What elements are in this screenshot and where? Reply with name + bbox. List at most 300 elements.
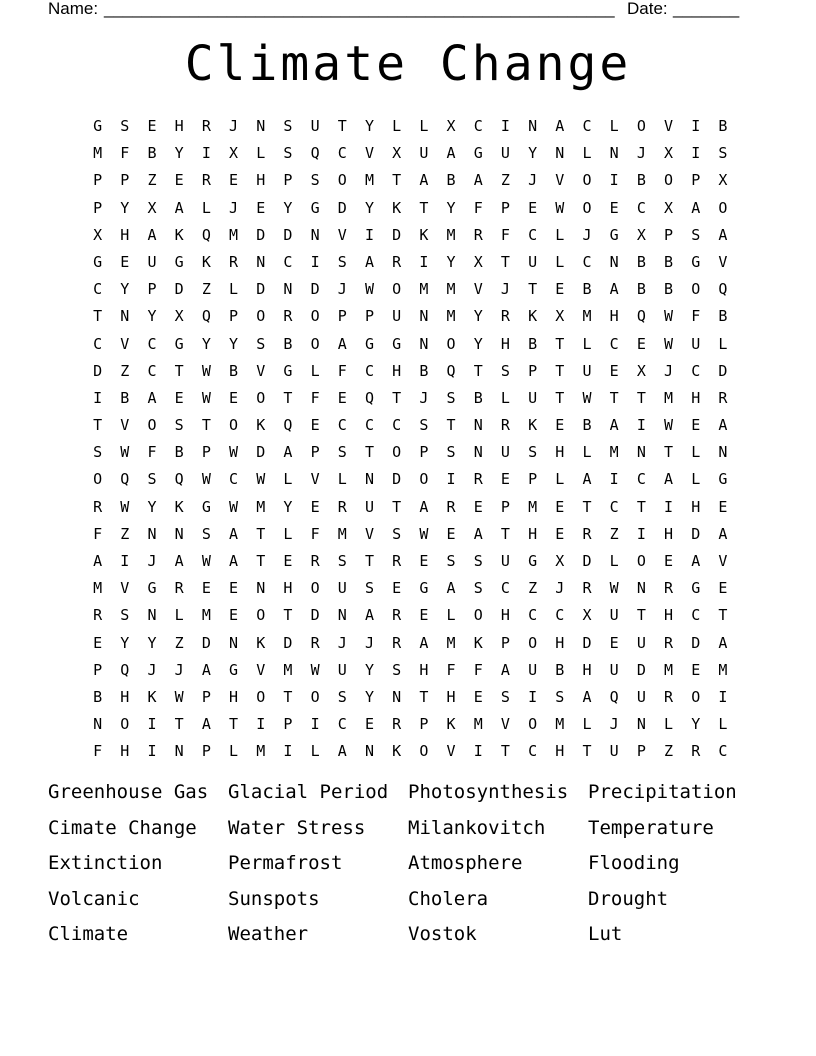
grid-letter[interactable]: T	[256, 524, 266, 543]
grid-letter[interactable]: A	[718, 416, 728, 435]
grid-letter[interactable]: D	[310, 280, 320, 299]
grid-letter[interactable]: F	[500, 225, 510, 244]
grid-letter[interactable]: Y	[201, 334, 211, 353]
grid-letter[interactable]: S	[93, 443, 103, 462]
grid-letter[interactable]: Q	[283, 416, 293, 435]
grid-letter[interactable]: J	[528, 171, 538, 190]
grid-letter[interactable]: A	[500, 660, 510, 679]
grid-letter[interactable]: I	[636, 524, 646, 543]
grid-letter[interactable]: E	[609, 361, 619, 380]
grid-letter[interactable]: F	[93, 742, 103, 761]
grid-letter[interactable]: P	[364, 307, 374, 326]
grid-letter[interactable]: C	[229, 470, 239, 489]
grid-letter[interactable]: A	[337, 334, 347, 353]
grid-letter[interactable]: Y	[147, 307, 157, 326]
grid-letter[interactable]: H	[174, 117, 184, 135]
grid-letter[interactable]: A	[446, 144, 456, 163]
grid-letter[interactable]: T	[500, 524, 510, 543]
grid-letter[interactable]: B	[664, 280, 674, 299]
grid-letter[interactable]: A	[718, 225, 728, 244]
grid-letter[interactable]: C	[691, 361, 701, 380]
grid-letter[interactable]: A	[201, 715, 211, 734]
grid-letter[interactable]: N	[174, 524, 184, 543]
grid-letter[interactable]: T	[93, 307, 103, 326]
grid-letter[interactable]: J	[419, 388, 429, 407]
grid-letter[interactable]: V	[664, 117, 674, 135]
grid-letter[interactable]: N	[636, 443, 646, 462]
grid-letter[interactable]: G	[473, 144, 483, 163]
grid-letter[interactable]: O	[392, 443, 402, 462]
grid-letter[interactable]: S	[337, 252, 347, 271]
grid-letter[interactable]: R	[201, 117, 211, 135]
grid-letter[interactable]: M	[93, 579, 103, 598]
grid-letter[interactable]: B	[283, 334, 293, 353]
grid-letter[interactable]: A	[201, 660, 211, 679]
grid-letter[interactable]: E	[256, 198, 266, 217]
grid-letter[interactable]: X	[446, 117, 456, 135]
grid-letter[interactable]: M	[93, 144, 103, 163]
grid-letter[interactable]: U	[500, 443, 510, 462]
grid-letter[interactable]: Y	[120, 280, 130, 299]
grid-letter[interactable]: U	[528, 660, 538, 679]
grid-letter[interactable]: D	[636, 660, 646, 679]
grid-letter[interactable]: C	[364, 361, 374, 380]
grid-letter[interactable]: D	[718, 361, 728, 380]
grid-letter[interactable]: E	[229, 579, 239, 598]
grid-letter[interactable]: R	[392, 252, 402, 271]
grid-letter[interactable]: Y	[364, 687, 374, 706]
grid-letter[interactable]: E	[174, 388, 184, 407]
grid-letter[interactable]: B	[555, 660, 565, 679]
grid-letter[interactable]: L	[718, 715, 728, 734]
grid-letter[interactable]: I	[473, 742, 483, 761]
grid-letter[interactable]: C	[555, 606, 565, 625]
grid-letter[interactable]: W	[120, 443, 130, 462]
grid-letter[interactable]: A	[174, 198, 184, 217]
grid-letter[interactable]: L	[609, 117, 619, 135]
grid-letter[interactable]: V	[120, 579, 130, 598]
grid-letter[interactable]: P	[93, 171, 103, 190]
grid-letter[interactable]: P	[283, 171, 293, 190]
grid-letter[interactable]: H	[555, 633, 565, 652]
grid-letter[interactable]: N	[364, 470, 374, 489]
grid-letter[interactable]: V	[310, 470, 320, 489]
grid-letter[interactable]: E	[718, 579, 728, 598]
grid-letter[interactable]: T	[664, 443, 674, 462]
grid-letter[interactable]: H	[256, 171, 266, 190]
grid-letter[interactable]: W	[364, 280, 374, 299]
grid-letter[interactable]: U	[636, 687, 646, 706]
grid-letter[interactable]: M	[229, 225, 239, 244]
grid-letter[interactable]: L	[310, 361, 320, 380]
grid-letter[interactable]: E	[120, 252, 130, 271]
grid-letter[interactable]: T	[528, 280, 538, 299]
grid-letter[interactable]: O	[256, 307, 266, 326]
grid-letter[interactable]: S	[446, 388, 456, 407]
grid-letter[interactable]: C	[528, 225, 538, 244]
grid-letter[interactable]: G	[174, 252, 184, 271]
grid-letter[interactable]: S	[201, 524, 211, 543]
grid-letter[interactable]: E	[473, 687, 483, 706]
grid-letter[interactable]: Q	[174, 470, 184, 489]
grid-letter[interactable]: T	[419, 198, 429, 217]
grid-letter[interactable]: I	[500, 117, 510, 135]
grid-letter[interactable]: O	[528, 715, 538, 734]
grid-letter[interactable]: R	[337, 497, 347, 516]
grid-letter[interactable]: D	[93, 361, 103, 380]
grid-letter[interactable]: J	[664, 361, 674, 380]
grid-letter[interactable]: N	[419, 334, 429, 353]
grid-letter[interactable]: X	[636, 361, 646, 380]
grid-letter[interactable]: Q	[201, 307, 211, 326]
grid-letter[interactable]: N	[718, 443, 728, 462]
grid-letter[interactable]: E	[310, 497, 320, 516]
grid-letter[interactable]: P	[528, 361, 538, 380]
grid-letter[interactable]: O	[229, 416, 239, 435]
grid-letter[interactable]: L	[500, 388, 510, 407]
grid-letter[interactable]: R	[174, 579, 184, 598]
grid-letter[interactable]: I	[120, 552, 130, 570]
grid-letter[interactable]: H	[120, 687, 130, 706]
grid-letter[interactable]: D	[283, 633, 293, 652]
grid-letter[interactable]: Y	[528, 144, 538, 163]
grid-letter[interactable]: S	[473, 579, 483, 598]
grid-letter[interactable]: O	[256, 606, 266, 625]
grid-letter[interactable]: B	[718, 307, 728, 326]
grid-letter[interactable]: L	[609, 552, 619, 570]
grid-letter[interactable]: J	[229, 198, 239, 217]
grid-letter[interactable]: V	[446, 742, 456, 761]
grid-letter[interactable]: H	[120, 225, 130, 244]
grid-letter[interactable]: N	[392, 687, 402, 706]
grid-letter[interactable]: L	[310, 742, 320, 761]
grid-letter[interactable]: E	[201, 579, 211, 598]
grid-letter[interactable]: O	[528, 633, 538, 652]
grid-letter[interactable]: J	[337, 633, 347, 652]
grid-letter[interactable]: E	[609, 633, 619, 652]
grid-letter[interactable]: P	[419, 443, 429, 462]
grid-letter[interactable]: E	[555, 416, 565, 435]
grid-letter[interactable]: I	[256, 715, 266, 734]
grid-letter[interactable]: R	[93, 606, 103, 625]
grid-letter[interactable]: N	[256, 579, 266, 598]
grid-letter[interactable]: S	[283, 144, 293, 163]
grid-letter[interactable]: E	[392, 579, 402, 598]
grid-letter[interactable]: J	[636, 144, 646, 163]
grid-letter[interactable]: D	[174, 280, 184, 299]
grid-letter[interactable]: H	[555, 443, 565, 462]
grid-letter[interactable]: I	[609, 171, 619, 190]
grid-letter[interactable]: U	[528, 388, 538, 407]
grid-letter[interactable]: B	[636, 280, 646, 299]
grid-letter[interactable]: G	[93, 117, 103, 135]
grid-letter[interactable]: E	[691, 416, 701, 435]
grid-letter[interactable]: B	[229, 361, 239, 380]
grid-letter[interactable]: C	[147, 361, 157, 380]
grid-letter[interactable]: S	[120, 117, 130, 135]
grid-letter[interactable]: Z	[201, 280, 211, 299]
grid-letter[interactable]: Y	[147, 633, 157, 652]
grid-letter[interactable]: Y	[364, 198, 374, 217]
grid-letter[interactable]: Q	[609, 687, 619, 706]
grid-letter[interactable]: X	[636, 225, 646, 244]
grid-letter[interactable]: Z	[500, 171, 510, 190]
grid-letter[interactable]: L	[283, 524, 293, 543]
grid-letter[interactable]: E	[229, 606, 239, 625]
grid-letter[interactable]: W	[310, 660, 320, 679]
grid-letter[interactable]: A	[419, 497, 429, 516]
grid-letter[interactable]: F	[93, 524, 103, 543]
grid-letter[interactable]: N	[419, 307, 429, 326]
grid-letter[interactable]: T	[473, 361, 483, 380]
grid-letter[interactable]: S	[419, 416, 429, 435]
date-field[interactable]: _______	[673, 0, 740, 18]
grid-letter[interactable]: S	[446, 443, 456, 462]
grid-letter[interactable]: Y	[120, 198, 130, 217]
grid-letter[interactable]: M	[256, 742, 266, 761]
grid-letter[interactable]: E	[691, 660, 701, 679]
grid-letter[interactable]: M	[446, 225, 456, 244]
grid-letter[interactable]: N	[473, 416, 483, 435]
grid-letter[interactable]: K	[392, 198, 402, 217]
grid-letter[interactable]: L	[555, 225, 565, 244]
grid-letter[interactable]: T	[93, 416, 103, 435]
grid-letter[interactable]: K	[392, 742, 402, 761]
grid-letter[interactable]: R	[473, 470, 483, 489]
grid-letter[interactable]: A	[283, 443, 293, 462]
grid-letter[interactable]: Y	[691, 715, 701, 734]
grid-letter[interactable]: H	[528, 524, 538, 543]
grid-letter[interactable]: R	[500, 416, 510, 435]
grid-letter[interactable]: U	[337, 660, 347, 679]
grid-letter[interactable]: O	[93, 470, 103, 489]
grid-letter[interactable]: A	[691, 198, 701, 217]
grid-letter[interactable]: I	[718, 687, 728, 706]
grid-letter[interactable]: T	[392, 171, 402, 190]
grid-letter[interactable]: M	[446, 633, 456, 652]
grid-letter[interactable]: C	[609, 334, 619, 353]
grid-letter[interactable]: M	[283, 660, 293, 679]
grid-letter[interactable]: M	[718, 660, 728, 679]
grid-letter[interactable]: K	[201, 252, 211, 271]
grid-letter[interactable]: D	[310, 606, 320, 625]
grid-letter[interactable]: E	[609, 198, 619, 217]
grid-letter[interactable]: M	[364, 171, 374, 190]
grid-letter[interactable]: S	[691, 225, 701, 244]
grid-letter[interactable]: R	[718, 388, 728, 407]
grid-letter[interactable]: Z	[528, 579, 538, 598]
grid-letter[interactable]: P	[147, 280, 157, 299]
grid-letter[interactable]: G	[310, 198, 320, 217]
grid-letter[interactable]: E	[337, 388, 347, 407]
grid-letter[interactable]: A	[337, 742, 347, 761]
grid-letter[interactable]: P	[500, 497, 510, 516]
grid-letter[interactable]: I	[147, 715, 157, 734]
grid-letter[interactable]: X	[93, 225, 103, 244]
grid-letter[interactable]: C	[93, 334, 103, 353]
grid-letter[interactable]: C	[93, 280, 103, 299]
grid-letter[interactable]: N	[609, 144, 619, 163]
grid-letter[interactable]: K	[528, 416, 538, 435]
grid-letter[interactable]: L	[582, 715, 592, 734]
grid-letter[interactable]: M	[473, 715, 483, 734]
grid-letter[interactable]: M	[446, 280, 456, 299]
grid-letter[interactable]: T	[392, 388, 402, 407]
grid-letter[interactable]: G	[691, 252, 701, 271]
grid-letter[interactable]: L	[664, 715, 674, 734]
grid-letter[interactable]: L	[392, 117, 402, 135]
grid-letter[interactable]: A	[364, 606, 374, 625]
grid-letter[interactable]: H	[582, 660, 592, 679]
grid-letter[interactable]: U	[691, 334, 701, 353]
grid-letter[interactable]: Y	[446, 252, 456, 271]
grid-letter[interactable]: D	[582, 552, 592, 570]
grid-letter[interactable]: C	[337, 416, 347, 435]
grid-letter[interactable]: C	[528, 742, 538, 761]
grid-letter[interactable]: L	[691, 470, 701, 489]
grid-letter[interactable]: P	[229, 307, 239, 326]
grid-letter[interactable]: V	[364, 524, 374, 543]
grid-letter[interactable]: A	[446, 579, 456, 598]
grid-letter[interactable]: H	[609, 307, 619, 326]
grid-letter[interactable]: C	[609, 497, 619, 516]
grid-letter[interactable]: E	[718, 497, 728, 516]
grid-letter[interactable]: A	[147, 388, 157, 407]
grid-letter[interactable]: A	[364, 252, 374, 271]
grid-letter[interactable]: I	[691, 144, 701, 163]
grid-letter[interactable]: U	[147, 252, 157, 271]
grid-letter[interactable]: X	[555, 552, 565, 570]
grid-letter[interactable]: X	[664, 144, 674, 163]
grid-letter[interactable]: E	[174, 171, 184, 190]
grid-letter[interactable]: R	[500, 307, 510, 326]
grid-letter[interactable]: Y	[364, 660, 374, 679]
grid-letter[interactable]: N	[283, 280, 293, 299]
grid-letter[interactable]: T	[446, 416, 456, 435]
grid-letter[interactable]: D	[256, 225, 266, 244]
grid-letter[interactable]: B	[636, 171, 646, 190]
grid-letter[interactable]: A	[582, 470, 592, 489]
grid-letter[interactable]: H	[392, 361, 402, 380]
grid-letter[interactable]: C	[337, 715, 347, 734]
grid-letter[interactable]: T	[256, 552, 266, 570]
grid-letter[interactable]: F	[446, 660, 456, 679]
grid-letter[interactable]: E	[636, 334, 646, 353]
grid-letter[interactable]: K	[256, 416, 266, 435]
grid-letter[interactable]: U	[364, 497, 374, 516]
grid-letter[interactable]: T	[337, 117, 347, 135]
grid-letter[interactable]: W	[201, 470, 211, 489]
grid-letter[interactable]: P	[310, 443, 320, 462]
grid-letter[interactable]: R	[392, 633, 402, 652]
grid-letter[interactable]: P	[201, 742, 211, 761]
grid-letter[interactable]: B	[636, 252, 646, 271]
grid-letter[interactable]: D	[256, 280, 266, 299]
grid-letter[interactable]: O	[582, 198, 592, 217]
grid-letter[interactable]: L	[201, 198, 211, 217]
grid-letter[interactable]: T	[718, 606, 728, 625]
grid-letter[interactable]: G	[174, 334, 184, 353]
grid-letter[interactable]: A	[93, 552, 103, 570]
grid-letter[interactable]: D	[283, 225, 293, 244]
grid-letter[interactable]: C	[718, 742, 728, 761]
grid-letter[interactable]: O	[473, 606, 483, 625]
grid-letter[interactable]: E	[283, 552, 293, 570]
grid-letter[interactable]: S	[500, 361, 510, 380]
grid-letter[interactable]: U	[609, 742, 619, 761]
grid-letter[interactable]: L	[174, 606, 184, 625]
grid-letter[interactable]: D	[392, 470, 402, 489]
grid-letter[interactable]: Q	[446, 361, 456, 380]
grid-letter[interactable]: M	[201, 606, 211, 625]
grid-letter[interactable]: D	[337, 198, 347, 217]
grid-letter[interactable]: B	[446, 171, 456, 190]
grid-letter[interactable]: N	[256, 252, 266, 271]
grid-letter[interactable]: E	[419, 552, 429, 570]
grid-letter[interactable]: O	[664, 171, 674, 190]
grid-letter[interactable]: I	[283, 742, 293, 761]
grid-letter[interactable]: O	[310, 307, 320, 326]
grid-letter[interactable]: L	[419, 117, 429, 135]
grid-letter[interactable]: I	[310, 715, 320, 734]
grid-letter[interactable]: N	[636, 579, 646, 598]
grid-letter[interactable]: R	[473, 225, 483, 244]
grid-letter[interactable]: G	[528, 552, 538, 570]
grid-letter[interactable]: E	[555, 280, 565, 299]
grid-letter[interactable]: F	[473, 660, 483, 679]
grid-letter[interactable]: X	[718, 171, 728, 190]
grid-letter[interactable]: Y	[473, 307, 483, 326]
grid-letter[interactable]: E	[446, 524, 456, 543]
grid-letter[interactable]: G	[392, 334, 402, 353]
grid-letter[interactable]: S	[147, 470, 157, 489]
grid-letter[interactable]: U	[337, 579, 347, 598]
grid-letter[interactable]: M	[419, 280, 429, 299]
grid-letter[interactable]: M	[256, 497, 266, 516]
grid-letter[interactable]: S	[174, 416, 184, 435]
grid-letter[interactable]: Q	[120, 470, 130, 489]
grid-letter[interactable]: C	[636, 198, 646, 217]
grid-letter[interactable]: R	[392, 552, 402, 570]
grid-letter[interactable]: B	[664, 252, 674, 271]
grid-letter[interactable]: V	[718, 552, 728, 570]
grid-letter[interactable]: T	[582, 497, 592, 516]
grid-letter[interactable]: O	[147, 416, 157, 435]
grid-letter[interactable]: W	[664, 334, 674, 353]
grid-letter[interactable]: S	[337, 443, 347, 462]
grid-letter[interactable]: L	[446, 606, 456, 625]
grid-letter[interactable]: P	[201, 443, 211, 462]
grid-letter[interactable]: R	[283, 307, 293, 326]
grid-letter[interactable]: A	[664, 470, 674, 489]
grid-letter[interactable]: T	[636, 388, 646, 407]
grid-letter[interactable]: I	[201, 144, 211, 163]
grid-letter[interactable]: U	[528, 252, 538, 271]
grid-letter[interactable]: F	[120, 144, 130, 163]
grid-letter[interactable]: Y	[229, 334, 239, 353]
grid-letter[interactable]: H	[419, 660, 429, 679]
grid-letter[interactable]: I	[691, 117, 701, 135]
grid-letter[interactable]: O	[337, 171, 347, 190]
grid-letter[interactable]: V	[555, 171, 565, 190]
grid-letter[interactable]: L	[229, 280, 239, 299]
grid-letter[interactable]: S	[500, 687, 510, 706]
grid-letter[interactable]: L	[582, 144, 592, 163]
grid-letter[interactable]: Y	[120, 633, 130, 652]
grid-letter[interactable]: R	[691, 742, 701, 761]
grid-letter[interactable]: R	[664, 579, 674, 598]
grid-letter[interactable]: D	[691, 633, 701, 652]
